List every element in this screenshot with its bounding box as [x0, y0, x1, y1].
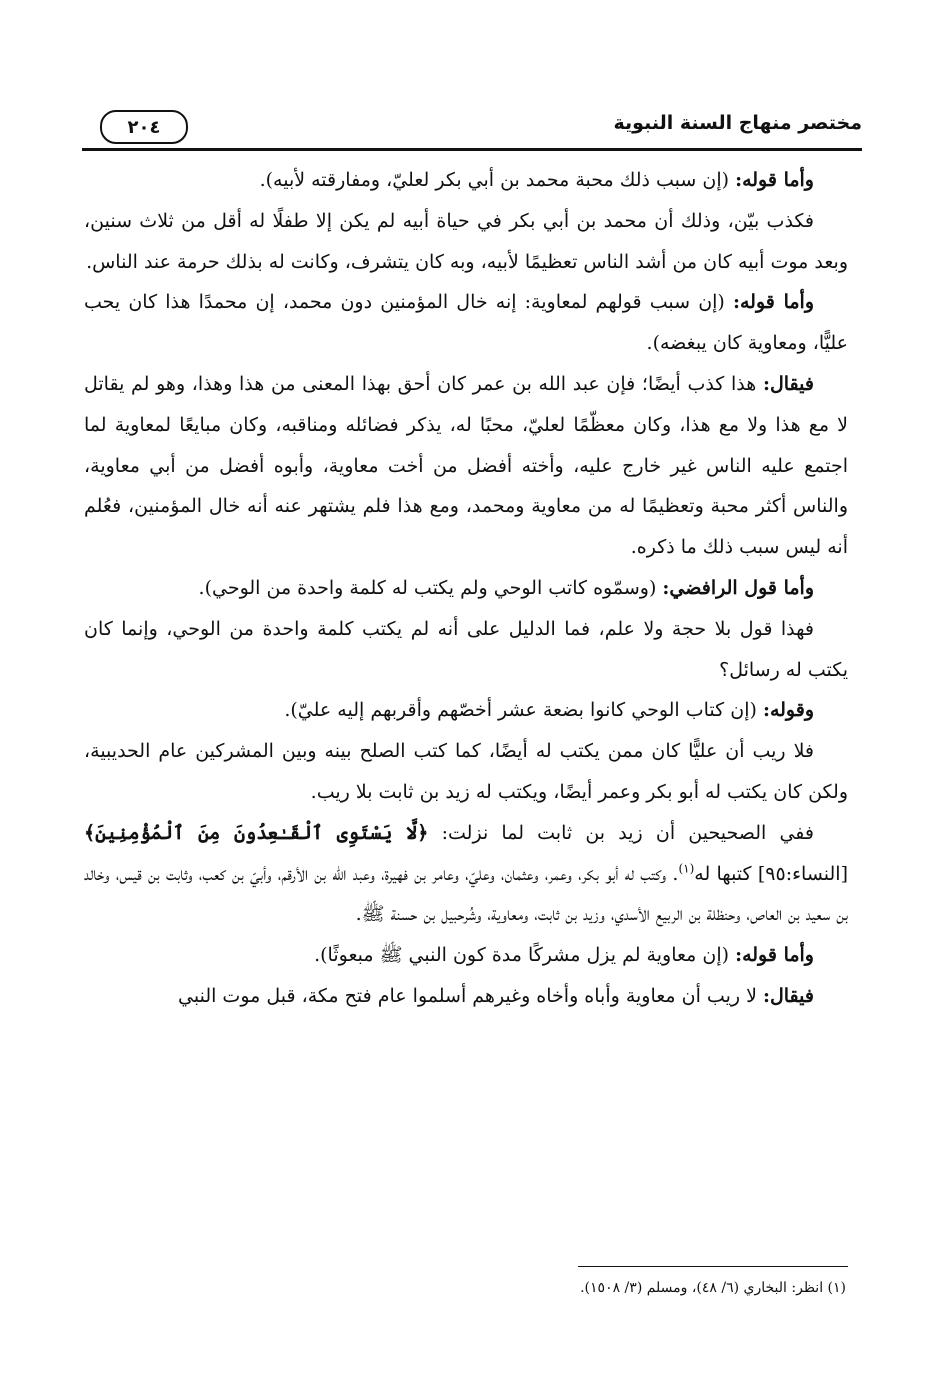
header-divider: [82, 148, 862, 151]
paragraph-text: فلا ريب أن عليًّا كان ممن يكتب له أيضًا، كما كتب الصلح بينه وبين المشركين عام الحديبية، ولكن كان يكتب له أبو بكر وعمر أيضًا، ويكتب له زيد بن ثابت بلا ريب.: [84, 740, 848, 803]
paragraph-text: . وكتب له أبو بكر، وعمر، وعثمان، وعليّ، وعامر بن فهيرة، وعبد الله بن الأرقم، وأبيّ بن كعب، وثابت بن قيس، وخالد بن سعيد بن العاص، وحنظلة بن الربيع الأسدي، وزيد بن ثابت، ومعاوية، وشُرحبيل بن حسنة ﷺ.: [84, 862, 848, 926]
paragraph-text: (إن سبب قولهم لمعاوية: إنه خال المؤمنين دون محمد، إن محمدًا هذا كان يحب عليًّا، ومعاوية كان يبغضه).: [84, 291, 848, 355]
footnote-divider: [578, 1266, 848, 1267]
paragraph-lead: فيقال:: [762, 372, 814, 395]
paragraph: [84, 731, 848, 813]
paragraph: [84, 609, 848, 691]
paragraph-text: (وسمّوه كاتب الوحي ولم يكتب له كلمة واحدة من الوحي).: [198, 576, 663, 599]
paragraph: [84, 976, 848, 1017]
paragraph: [84, 935, 848, 976]
verse-paragraph: [84, 813, 848, 935]
paragraph-text: (إن معاوية لم يزل مشركًا مدة كون النبي ﷺ مبعوثًا).: [314, 944, 736, 967]
paragraph: [84, 690, 848, 731]
quran-verse: ﴿لَّا يَسْتَوِى ٱلْقَـٰعِدُونَ مِنَ ٱلْمُؤْمِنِينَ﴾: [84, 821, 429, 844]
paragraph: [84, 160, 848, 201]
paragraph-text: (إن كتاب الوحي كانوا بضعة عشر أخصّهم وأقربهم إليه عليّ).: [284, 699, 763, 722]
book-title: مختصر منهاج السنة النبوية: [613, 112, 862, 134]
paragraph-lead: وأما قوله:: [735, 944, 814, 967]
page-number-badge: [100, 110, 188, 144]
paragraph: [84, 282, 848, 364]
footnote: (١) انظر: البخاري (٦/ ٤٨)، ومسلم (٣/ ١٥٠٨).: [580, 1280, 846, 1296]
main-text: [84, 160, 848, 1017]
paragraph-text: فهذا قول بلا حجة ولا علم، فما الدليل على أنه لم يكتب كلمة واحدة من الوحي، وإنما كان يكتب له رسائل؟: [84, 617, 848, 681]
paragraph-text: فكذب بيّن، وذلك أن محمد بن أبي بكر في حياة أبيه لم يكن إلا طفلًا له أقل من ثلاث سنين، وبعد موت أبيه كان من أشد الناس تعظيمًا لأبيه، وبه كان يتشرف، وكانت له بذلك حرمة عند الناس.: [84, 209, 848, 273]
paragraph-text: لا ريب أن معاوية وأباه وأخاه وغيرهم أسلموا عام فتح مكة، قبل موت النبي: [178, 984, 763, 1007]
footnote-reference[interactable]: (١): [678, 861, 695, 876]
paragraph-lead: وأما قوله:: [732, 291, 814, 314]
paragraph-text: (إن سبب ذلك محبة محمد بن أبي بكر لعليّ، ومفارقته لأبيه).: [259, 169, 736, 191]
paragraph-text: هذا كذب أيضًا؛ فإن عبد الله بن عمر كان أحق بهذا المعنى من هذا وهذا، وهو لم يقاتل لا مع هذا ولا مع هذا، وكان معظّمًا لعليّ، محبًا له، يذكر فضائله ومناقبه، وكان مبايعًا لمعاوية لما اجتمع عليه الناس غير خارج عليه، وأخته أفضل من أخت معاوية، وأبوه أفضل من أبي معاوية، والناس أكثر محبة وتعظيمًا له من معاوية ومحمد، ومع هذا فلم يشتهر عنه أنه خال المؤمنين، فعُلم أنه ليس سبب ذلك ما ذكره.: [84, 372, 848, 559]
verse-citation: [النساء:٩٥] كتبها له: [694, 862, 848, 885]
paragraph: [84, 568, 848, 609]
page-number: ٢٠٤: [127, 116, 161, 138]
paragraph-lead: وقوله:: [762, 699, 814, 722]
paragraph: [84, 364, 848, 568]
page-header: [82, 110, 862, 150]
paragraph: [84, 201, 848, 283]
paragraph-lead: وأما قول الرافضي:: [662, 576, 814, 599]
paragraph-lead: فيقال:: [762, 984, 814, 1007]
paragraph-lead: وأما قوله:: [735, 169, 814, 191]
paragraph-text: ففي الصحيحين أن زيد بن ثابت لما نزلت:: [428, 821, 814, 844]
